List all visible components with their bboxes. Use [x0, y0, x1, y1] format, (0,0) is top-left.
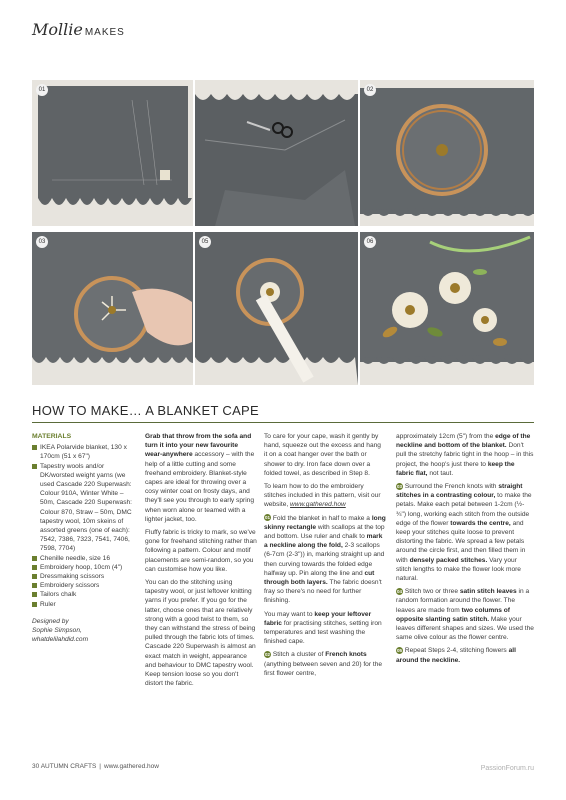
photo-blanket-folded [32, 80, 193, 226]
photo-measuring-hoop [195, 232, 358, 385]
photo-step-cut [195, 80, 358, 226]
step-badge: 02 [264, 652, 270, 658]
step-2-continued: approximately 12cm (5") from the edge of the neckline and bottom of the blanket. Don't pull the stretchy fabric tight in the hoop – in this project, the hoop's just there to keep the fabric flat, not taut. [396, 433, 534, 477]
article-title: HOW TO MAKE… A BLANKET CAPE [32, 403, 259, 418]
materials-list [32, 443, 135, 609]
photo-finished-flowers [360, 232, 534, 385]
page-footer: 30 AUTUMN CRAFTS | www.gathered.how [32, 763, 159, 770]
materials-item: Embroidery hoop, 10cm (4") [32, 563, 135, 572]
step-number-badge: 02 [364, 84, 376, 96]
intro-paragraph: Grab that throw from the sofa and turn it into your new favourite wear-anywhere accessory – with the help of a little cutting and some freehand embroidery. Blanket-style capes are ideal for throwing over a cosy winter coat on frosty days, and they'll see you through to early spring when worn alone or teamed with a lighter jacket, too. [145, 433, 255, 523]
instructions-column-2 [396, 432, 534, 669]
designer-credit: Designed by Sophie Simpson, whatdelilahdid.com [32, 617, 89, 644]
intro-column [145, 432, 257, 692]
footer-url[interactable]: www.gathered.how [104, 763, 159, 770]
step-number-badge: 06 [364, 236, 376, 248]
materials-item: Chenille needle, size 16 [32, 554, 135, 563]
materials-item: Tailors chalk [32, 590, 135, 599]
photo-hand-stitching [32, 232, 193, 385]
materials-item: Ruler [32, 600, 135, 609]
leftover-paragraph: You may want to keep your leftover fabric for practising stitches, setting iron temperatures and test washing the finished cape. [264, 610, 382, 646]
step-badge: 01 [264, 515, 270, 521]
step-number-badge: 05 [199, 236, 211, 248]
photo-step-06 [360, 232, 534, 385]
title-divider [32, 422, 534, 423]
step-4: 04 Stitch two or three satin stitch leaves in a random formation around the flower. The leaves are made from two columns of opposite slanting satin stitch. Make your leaves different shapes and sizes. We used the same olive colour as the flower centre. [396, 588, 534, 642]
body-paragraph: You can do the stitching using tapestry wool, or just leftover knitting yarns if you prefer. If you go for the latter, choose ones that are relatively strong with a good twist to them, so they can withstand the stress of being pulled through the fabric lots of times. Cascade 220 Superwash is almost an exact match in weight, appearance and behaviour to DMC tapestry wool. Keep tension loose so you don't distort the fabric. [145, 579, 256, 688]
care-paragraph: To care for your cape, wash it gently by hand, squeeze out the excess and hang it on a coat hanger over the bath or shower to dry. Iron face down over a folded towel, as described in Step 8. [264, 433, 381, 477]
body-paragraph: Fluffy fabric is tricky to mark, so we've gone for freehand stitching rather than following a pattern. Colour and motif placements are semi-random, so you can customise how you like. [145, 529, 257, 573]
step-badge: 04 [396, 589, 402, 594]
instructions-column-1 [264, 432, 386, 682]
step-3: 03 Surround the French knots with straight stitches in a contrasting colour, to make the petals. Make each petal between 1-2cm (½-¾") long, working each stitch from the outside edge of the flower towards the centre, and keep your stitches quite loose to prevent distorting the fabric. We spread a few petals around the circle first, and then filled them in with densely packed stitches. Vary your stitch lengths to make the flower look more natural. [396, 483, 532, 583]
materials-heading: MATERIALS [32, 433, 72, 440]
page-number: 30 [32, 763, 40, 770]
magazine-name: AUTUMN CRAFTS [40, 763, 97, 770]
step-5: 05 Repeat Steps 2-4, stitching flowers all around the neckline. [396, 647, 516, 664]
page-header [32, 20, 125, 40]
photo-step-02 [360, 80, 534, 226]
step-badge: 03 [396, 483, 402, 489]
materials-item: Tapestry wools and/or DK/worsted weight yarns (we used Cascade 220 Superwash: Colour 910A, Winter White – 50m, Cascade 220 Superwash: Colour 870, Straw – 50m, DMC tapestry wool, 10m skeins of assorted greens (one of each): 7542, 7386, 7323, 7541, 7406, 7598, 7704) [32, 462, 135, 554]
step-2: 02 Stitch a cluster of French knots (anything between seven and 20) for the first flower centre, [264, 651, 383, 677]
website-paragraph: To learn how to do the embroidery stitches included in this pattern, visit our website, www.gathered.how [264, 483, 381, 509]
step-1: 01 Fold the blanket in half to make a long skinny rectangle with scallops at the top and bottom. Use ruler and chalk to mark a neckline along the fold, 2-3 scallops (6-7cm (2-3")) in, marking straight up and then curving towards the folded edge halfway up. Pin along the line and cut through both layers. The fabric doesn't fray so there's no need for further finishing. [264, 514, 386, 605]
section-label: MAKES [84, 27, 125, 38]
step-number-badge: 01 [36, 84, 48, 96]
magazine-logo: Mollie [32, 20, 83, 39]
step-badge: 05 [396, 648, 402, 654]
photo-step-03 [32, 232, 193, 385]
photo-hoop-start [360, 80, 534, 226]
watermark: PassionForum.ru [480, 765, 534, 772]
photo-step-05 [195, 232, 358, 385]
website-link[interactable]: www.gathered.how [290, 501, 346, 509]
photo-scissors-cutting [195, 80, 358, 226]
materials-item: Dressmaking scissors [32, 572, 135, 581]
step-number-badge: 03 [36, 236, 48, 248]
materials-item: Embroidery scissors [32, 581, 135, 590]
materials-item: IKEA Polarvide blanket, 130 x 170cm (51 x 67") [32, 443, 135, 461]
materials-column [32, 432, 135, 644]
photo-step-01 [32, 80, 193, 226]
